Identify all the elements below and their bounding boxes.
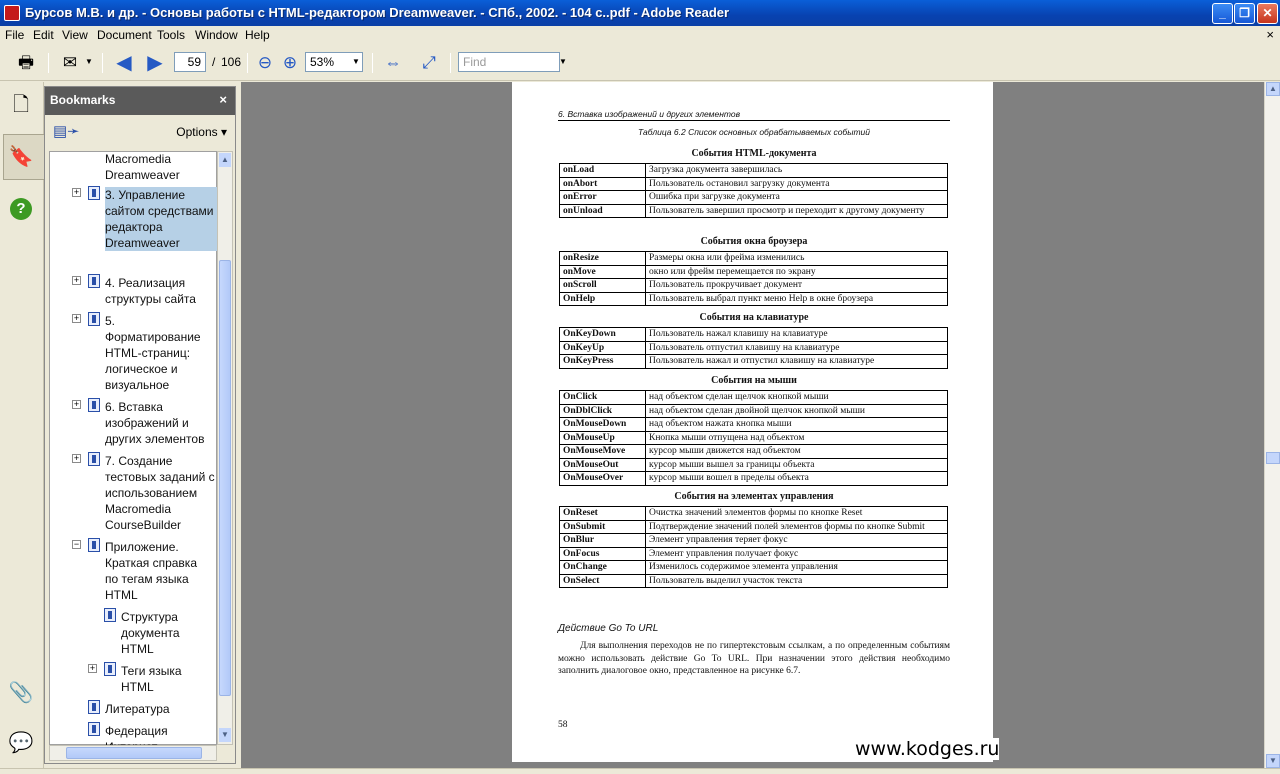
event-name: OnSubmit — [560, 520, 646, 534]
bookmark-item[interactable]: Теги языка HTML — [121, 664, 182, 694]
bookmarks-horizontal-scrollbar[interactable] — [49, 745, 217, 761]
bookmarks-vertical-scrollbar[interactable] — [217, 151, 233, 745]
event-description: Пользователь выделил участок текста — [646, 574, 948, 588]
section-title: События окна броузера — [700, 236, 808, 247]
menu-help[interactable]: Help — [245, 28, 270, 42]
event-name: OnFocus — [560, 547, 646, 561]
table-row — [560, 252, 948, 266]
event-name: OnMouseDown — [560, 418, 646, 432]
goto-url-heading: Действие Go To URL — [558, 623, 659, 634]
document-vertical-scrollbar[interactable] — [1264, 82, 1280, 768]
event-description: Пользователь завершил просмотр и переходит к другому документу — [646, 204, 948, 218]
table-row — [560, 292, 948, 306]
bookmark-icon — [88, 722, 100, 736]
toolbar — [0, 45, 1280, 81]
body-paragraph: Для выполнения переходов не по гипертекстовым ссылкам, а по определенным событиям можно использовать действие Go To URL. При назначении этого действия необходимо заполнить диалоговое окно, представленное на рисунке 6.7. — [558, 641, 950, 677]
scrollbar-thumb[interactable] — [1266, 452, 1280, 464]
close-bookmarks-icon[interactable]: × — [219, 92, 227, 107]
scroll-up-icon[interactable]: ▲ — [219, 153, 231, 167]
table-row — [560, 404, 948, 418]
event-description: над объектом сделан щелчок кнопкой мыши — [646, 391, 948, 405]
event-description: Элемент управления теряет фокус — [646, 534, 948, 548]
event-name: onScroll — [560, 279, 646, 293]
event-name: onAbort — [560, 177, 646, 191]
bookmark-icon — [88, 398, 100, 412]
event-description: Пользователь выбрал пункт меню Help в окне броузера — [646, 292, 948, 306]
event-name: OnReset — [560, 507, 646, 521]
bookmark-item[interactable]: Структура документа HTML — [121, 610, 180, 656]
scrollbar-thumb[interactable] — [66, 747, 202, 759]
event-description: Пользователь остановил загрузку документа — [646, 177, 948, 191]
menu-view[interactable]: View — [62, 28, 88, 42]
event-description: Изменилось содержимое элемента управления — [646, 561, 948, 575]
pdf-page — [512, 82, 993, 762]
table-row — [560, 458, 948, 472]
table-row — [560, 534, 948, 548]
bookmark-icon — [104, 608, 116, 622]
zoom-dropdown-icon[interactable]: ▼ — [352, 57, 360, 66]
bookmark-item[interactable]: Macromedia Dreamweaver — [105, 152, 180, 182]
table-row — [560, 341, 948, 355]
page-number-input[interactable]: 59 — [174, 52, 206, 72]
event-name: OnBlur — [560, 534, 646, 548]
bookmark-icon — [88, 538, 100, 552]
table-row — [560, 191, 948, 205]
section-title: События HTML-документа — [691, 148, 817, 159]
zoom-out-icon[interactable]: ⊖ — [257, 53, 273, 72]
bookmark-item[interactable]: 7. Создание тестовых заданий с использованием Macromedia CourseBuilder — [105, 454, 215, 532]
event-description: Кнопка мыши отпущена над объектом — [646, 431, 948, 445]
table-row — [560, 547, 948, 561]
event-description: Подтверждение значений полей элементов формы по кнопке Submit — [646, 520, 948, 534]
event-description: курсор мыши движется над объектом — [646, 445, 948, 459]
page-separator: / — [212, 55, 216, 69]
document-view — [241, 82, 1264, 768]
pages-icon[interactable]: 🗋 — [12, 94, 30, 116]
event-description: курсор мыши вошел в пределы объекта — [646, 472, 948, 486]
event-name: onUnload — [560, 204, 646, 218]
navigation-rail — [0, 82, 44, 768]
bookmark-icon — [88, 186, 100, 200]
events-table — [559, 327, 948, 369]
bookmarks-tree — [49, 151, 217, 745]
event-name: OnClick — [560, 391, 646, 405]
bookmark-icon — [88, 452, 100, 466]
zoom-in-icon[interactable]: ⊕ — [282, 53, 298, 72]
running-head: 6. Вставка изображений и других элементов — [558, 109, 741, 119]
event-name: OnSelect — [560, 574, 646, 588]
table-row — [560, 574, 948, 588]
event-name: OnKeyPress — [560, 355, 646, 369]
event-description: Загрузка документа завершилась — [646, 164, 948, 178]
event-name: OnHelp — [560, 292, 646, 306]
find-dropdown-icon[interactable]: ▼ — [559, 57, 567, 66]
table-row — [560, 418, 948, 432]
bookmark-icon — [88, 700, 100, 714]
bookmark-item[interactable]: Литература — [105, 702, 170, 716]
expand-toggle-icon[interactable]: + — [89, 663, 96, 673]
bookmark-icon — [88, 274, 100, 288]
table-row — [560, 279, 948, 293]
event-name: OnMouseOut — [560, 458, 646, 472]
bookmarks-toolbar — [45, 115, 235, 149]
table-row — [560, 164, 948, 178]
status-bar — [0, 768, 1280, 774]
expand-toggle-icon[interactable]: + — [73, 313, 80, 323]
events-table — [559, 163, 948, 218]
event-name: onResize — [560, 252, 646, 266]
section-title: События на элементах управления — [674, 491, 834, 502]
page-total: 106 — [221, 55, 242, 69]
menu-edit[interactable]: Edit — [33, 28, 54, 42]
menu-window[interactable]: Window — [195, 28, 238, 42]
event-name: OnKeyDown — [560, 328, 646, 342]
bookmarks-icon[interactable]: 🔖 — [8, 146, 34, 168]
menu-tools[interactable]: Tools — [157, 28, 186, 42]
expand-bookmark-icon[interactable]: ▤➛ — [53, 123, 80, 140]
menu-document[interactable]: Document — [97, 28, 152, 42]
bookmarks-options-menu[interactable]: Options ▾ — [176, 125, 227, 139]
event-description: Элемент управления получает фокус — [646, 547, 948, 561]
event-description: Пользователь отпустил клавишу на клавиатуре — [646, 341, 948, 355]
event-description: Ошибка при загрузке документа — [646, 191, 948, 205]
table-row — [560, 520, 948, 534]
event-name: onError — [560, 191, 646, 205]
bookmark-item[interactable]: 4. Реализация структуры сайта — [105, 276, 196, 306]
event-description: окно или фрейм перемещается по экрану — [646, 265, 948, 279]
event-name: OnDblClick — [560, 404, 646, 418]
table-row — [560, 177, 948, 191]
event-name: OnKeyUp — [560, 341, 646, 355]
watermark-text: www.kodges.ru — [855, 738, 1000, 760]
event-description: Очистка значений элементов формы по кнопке Reset — [646, 507, 948, 521]
bookmark-item-selected[interactable]: 3. Управление сайтом средствами редактора Dreamweaver — [105, 187, 217, 251]
adobe-reader-icon — [4, 5, 20, 21]
table-row — [560, 507, 948, 521]
scroll-up-icon[interactable]: ▲ — [1266, 82, 1280, 96]
bookmarks-options-label: Options — [176, 125, 218, 139]
window-title: Бурсов М.В. и др. - Основы работы с HTML-редактором Dreamweaver. - СПб., 2002. - 104 с..pdf - Adobe Reader — [25, 5, 730, 20]
expand-toggle-icon[interactable]: + — [73, 187, 80, 197]
event-name: OnMouseUp — [560, 431, 646, 445]
title-bar — [0, 0, 1280, 26]
event-description: над объектом нажата кнопка мыши — [646, 418, 948, 432]
table-row — [560, 355, 948, 369]
scroll-down-icon[interactable]: ▼ — [219, 728, 231, 742]
event-description: Пользователь нажал клавишу на клавиатуре — [646, 328, 948, 342]
scroll-down-icon[interactable]: ▼ — [1266, 754, 1280, 768]
expand-toggle-icon[interactable]: + — [73, 275, 80, 285]
table-row — [560, 431, 948, 445]
bookmarks-header — [45, 87, 235, 115]
expand-toggle-icon[interactable]: + — [73, 399, 80, 409]
table-row — [560, 391, 948, 405]
section-title: События на клавиатуре — [699, 312, 809, 323]
table-row — [560, 472, 948, 486]
fit-width-icon[interactable]: ⇔ — [384, 53, 402, 72]
event-description: над объектом сделан двойной щелчок кнопкой мыши — [646, 404, 948, 418]
page-number: 58 — [558, 720, 568, 730]
find-input[interactable]: Find — [458, 52, 560, 72]
bookmark-item[interactable]: 5. Форматирование HTML-страниц: логическое и визуальное — [105, 314, 201, 392]
event-name: OnMouseMove — [560, 445, 646, 459]
table-row — [560, 204, 948, 218]
attachments-icon[interactable]: 📎 — [8, 682, 34, 704]
menu-file[interactable]: File — [5, 28, 25, 42]
events-table — [559, 390, 948, 486]
bookmarks-title: Bookmarks — [50, 93, 116, 107]
event-name: OnMouseOver — [560, 472, 646, 486]
event-description: Пользователь прокручивает документ — [646, 279, 948, 293]
events-table — [559, 506, 948, 588]
table-row — [560, 265, 948, 279]
email-icon[interactable]: ✉ — [62, 53, 78, 72]
event-name: OnChange — [560, 561, 646, 575]
events-table — [559, 251, 948, 306]
next-page-icon[interactable]: ▶ — [147, 52, 163, 74]
event-name: onLoad — [560, 164, 646, 178]
table-row — [560, 445, 948, 459]
event-description: Размеры окна или фрейма изменились — [646, 252, 948, 266]
section-title: События на мыши — [711, 375, 797, 386]
collapse-toggle-icon[interactable]: − — [73, 539, 80, 549]
header-rule — [558, 120, 950, 121]
table-caption: Таблица 6.2 Список основных обрабатываемых событий — [638, 127, 870, 137]
menu-bar — [0, 26, 1280, 45]
bookmarks-panel — [44, 86, 236, 764]
bookmark-item[interactable]: 6. Вставка изображений и других элементов — [105, 400, 205, 446]
close-document-button[interactable]: × — [1266, 27, 1274, 42]
bookmark-item[interactable]: Приложение. Краткая справка по тегам языка HTML — [105, 540, 197, 602]
maximize-button[interactable]: ❐ — [1234, 3, 1255, 24]
close-button[interactable]: ✕ — [1257, 3, 1278, 24]
bookmark-icon — [104, 662, 116, 676]
scrollbar-thumb[interactable] — [219, 260, 231, 696]
bookmark-icon — [88, 312, 100, 326]
table-row — [560, 561, 948, 575]
fit-page-icon[interactable]: ⤢ — [422, 53, 436, 72]
minimize-button[interactable]: _ — [1212, 3, 1233, 24]
print-icon[interactable]: 🖶 — [17, 53, 35, 72]
expand-toggle-icon[interactable]: + — [73, 453, 80, 463]
event-description: курсор мыши вышел за границы объекта — [646, 458, 948, 472]
table-row — [560, 328, 948, 342]
previous-page-icon[interactable]: ◀ — [116, 52, 132, 74]
event-description: Пользователь нажал и отпустил клавишу на клавиатуре — [646, 355, 948, 369]
zoom-select[interactable]: 53% — [305, 52, 363, 72]
email-dropdown-icon[interactable]: ▼ — [85, 57, 93, 66]
comments-icon[interactable]: 💬 — [8, 732, 34, 754]
event-name: onMove — [560, 265, 646, 279]
help-icon[interactable]: ? — [10, 198, 32, 220]
bookmark-item[interactable]: Федерация — [105, 724, 168, 738]
